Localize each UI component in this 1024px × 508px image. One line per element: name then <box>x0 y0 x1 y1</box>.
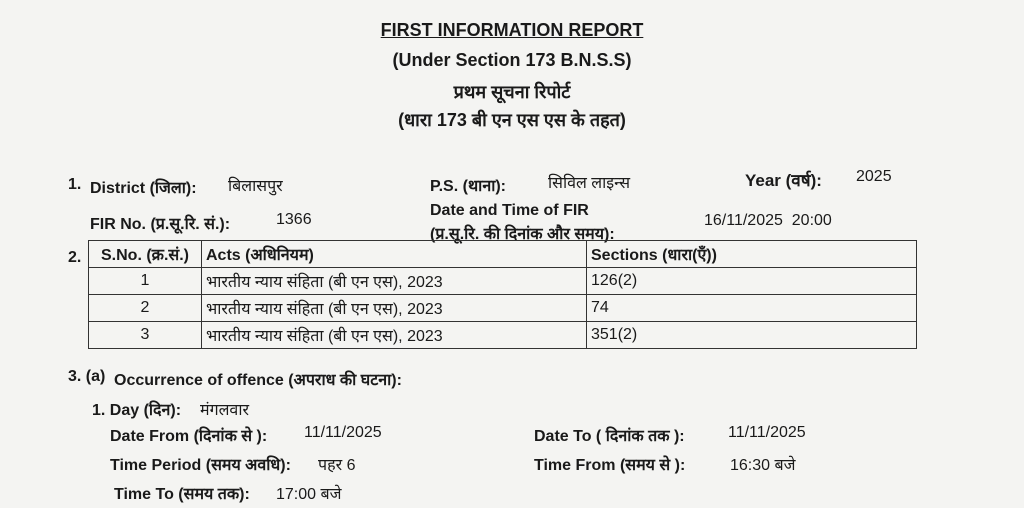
row-act: भारतीय न्याय संहिता (बी एन एस), 2023 <box>202 268 587 295</box>
table-row <box>89 295 917 322</box>
date-from-label: Date From (दिनांक से ): <box>110 428 268 445</box>
day-label: 1. Day (दिन): <box>92 402 182 419</box>
report-subtitle-hindi: (धारा 173 बी एन एस एस के तहत) <box>398 110 626 130</box>
date-from-value: 11/11/2025 <box>304 424 382 441</box>
fir-datetime-value: 16/11/2025 20:00 <box>704 212 832 229</box>
district-value: बिलासपुर <box>228 178 283 195</box>
acts-sections-table <box>88 240 917 349</box>
police-station-label: P.S. (थाना): <box>430 178 506 195</box>
report-title <box>0 20 1024 41</box>
time-to-label: Time To (समय तक): <box>114 486 250 503</box>
item2-number: 2. <box>68 249 82 266</box>
row-sno: 2 <box>89 295 202 322</box>
report-title-hindi: प्रथम सूचना रिपोर्ट <box>453 82 571 102</box>
row-act: भारतीय न्याय संहिता (बी एन एस), 2023 <box>202 295 587 322</box>
row-act: भारतीय न्याय संहिता (बी एन एस), 2023 <box>202 322 587 349</box>
row-sno: 3 <box>89 322 202 349</box>
time-from-label: Time From (समय से ): <box>534 457 686 474</box>
report-title-text: FIRST INFORMATION REPORT <box>380 20 644 40</box>
row-section: 74 <box>587 295 917 322</box>
column-header-sections: Sections (धारा(एँ)) <box>587 241 917 268</box>
item3-number: 3. (a) <box>68 368 106 385</box>
report-subtitle: (Under Section 173 B.N.S.S) <box>392 50 632 70</box>
column-header-acts: Acts (अधिनियम) <box>202 241 587 268</box>
fir-number-value: 1366 <box>276 211 312 228</box>
year-value: 2025 <box>856 168 892 185</box>
fir-datetime-label: Date and Time of FIR <box>430 202 589 219</box>
time-period-value: पहर 6 <box>318 457 356 474</box>
row-sno: 1 <box>89 268 202 295</box>
fir-number-label: FIR No. (प्र.सू.रि. सं.): <box>90 216 231 233</box>
column-header-sno: S.No. (क्र.सं.) <box>89 241 202 268</box>
district-label: District (जिला): <box>90 180 197 197</box>
table-row <box>89 268 917 295</box>
time-from-value: 16:30 बजे <box>730 457 796 474</box>
police-station-value: सिविल लाइन्स <box>548 175 631 192</box>
time-to-value: 17:00 बजे <box>276 486 342 503</box>
date-to-label: Date To ( दिनांक तक ): <box>534 428 685 445</box>
table-header-row <box>89 241 917 268</box>
row-section: 351(2) <box>587 322 917 349</box>
time-period-label: Time Period (समय अवधि): <box>110 457 291 474</box>
row-section: 126(2) <box>587 268 917 295</box>
item1-number: 1. <box>68 176 82 193</box>
fir-datetime-label-hindi: (प्र.सू.रि. की दिनांक और समय): <box>430 226 615 243</box>
date-to-value: 11/11/2025 <box>728 424 806 441</box>
day-value: मंगलवार <box>200 402 250 419</box>
year-label: Year (वर्ष): <box>745 171 822 190</box>
table-row <box>89 322 917 349</box>
occurrence-heading: Occurrence of offence (अपराध की घटना): <box>114 372 402 389</box>
